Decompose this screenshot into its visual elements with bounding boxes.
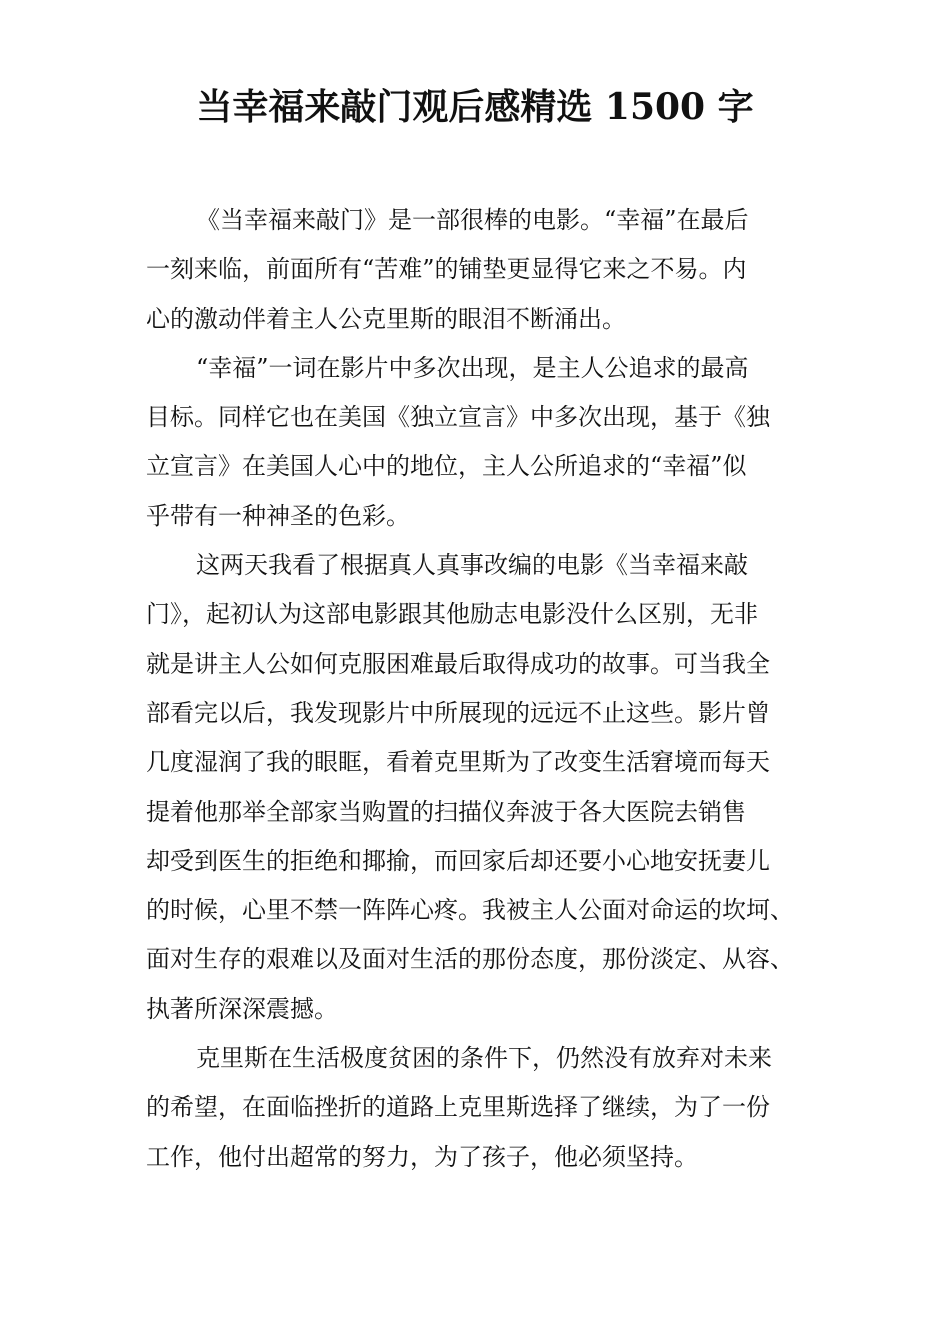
paragraph-4 (146, 1034, 810, 1182)
paragraph-line: 就是讲主人公如何克服困难最后取得成功的故事。可当我全 (146, 649, 770, 678)
paragraph-3 (146, 541, 810, 1034)
paragraph-line: 面对生存的艰难以及面对生活的那份态度，那份淡定、从容、 (146, 945, 794, 974)
paragraph-line: 的希望，在面临挫折的道路上克里斯选择了继续，为了一份 (146, 1093, 770, 1122)
paragraph-line: 执著所深深震撼。 (146, 994, 338, 1023)
paragraph-2 (146, 344, 810, 541)
paragraph-line: 部看完以后，我发现影片中所展现的远远不止这些。影片曾 (146, 698, 770, 727)
paragraph-line: 《当幸福来敲门》是一部很棒的电影。“幸福”在最后 (196, 206, 749, 234)
paragraph-1 (146, 196, 810, 344)
paragraph-line: 这两天我看了根据真人真事改编的电影《当幸福来敲 (196, 551, 748, 580)
paragraph-line: 几度湿润了我的眼眶，看着克里斯为了改变生活窘境而每天 (146, 748, 770, 777)
paragraph-line: 提着他那举全部家当购置的扫描仪奔波于各大医院去销售 (146, 797, 746, 826)
paragraph-line: 克里斯在生活极度贫困的条件下，仍然没有放弃对未来 (196, 1044, 772, 1073)
paragraph-line: “幸福”一词在影片中多次出现，是主人公追求的最高 (196, 353, 749, 382)
paragraph-line: 目标。同样它也在美国《独立宣言》中多次出现，基于《独 (146, 403, 770, 432)
paragraph-line: 立宣言》在美国人心中的地位，主人公所追求的“幸福”似 (146, 452, 747, 481)
paragraph-line: 一刻来临，前面所有“苦难”的铺垫更显得它来之不易。内 (146, 255, 747, 284)
paragraph-line: 乎带有一种神圣的色彩。 (146, 501, 410, 530)
paragraph-line: 工作，他付出超常的努力，为了孩子，他必须坚持。 (146, 1142, 698, 1171)
document-body (146, 196, 810, 1182)
document-title: 当幸福来敲门观后感精选 1500 字 (196, 86, 754, 128)
paragraph-line: 门》，起初认为这部电影跟其他励志电影没什么区别，无非 (146, 600, 758, 629)
paragraph-line: 心的激动伴着主人公克里斯的眼泪不断涌出。 (146, 304, 626, 333)
paragraph-line: 却受到医生的拒绝和揶揄，而回家后却还要小心地安抚妻儿 (146, 846, 770, 875)
paragraph-line: 的时候，心里不禁一阵阵心疼。我被主人公面对命运的坎坷、 (146, 896, 794, 925)
